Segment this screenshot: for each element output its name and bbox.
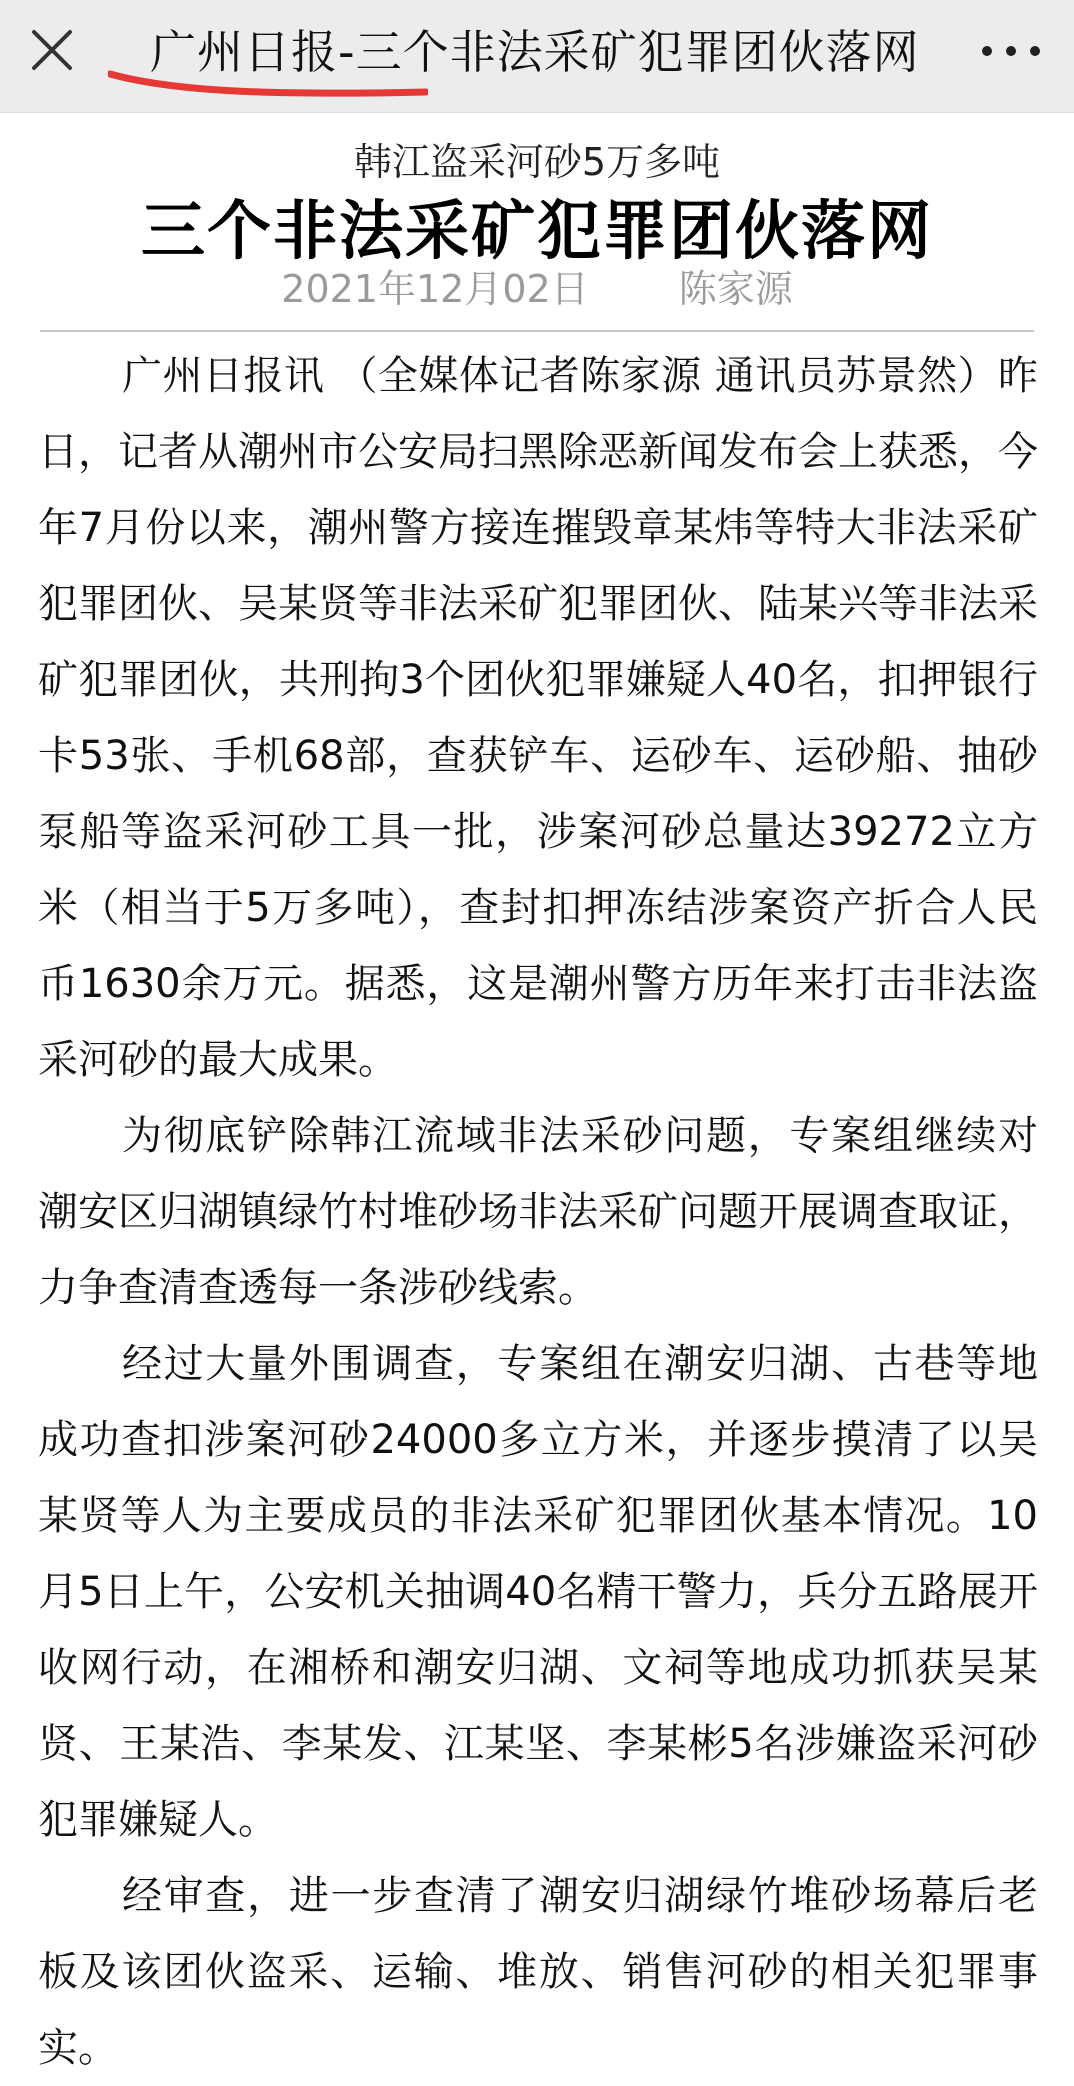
more-button[interactable]	[976, 28, 1046, 72]
article-paragraph: 经过大量外围调查，专案组在潮安归湖、古巷等地成功查扣涉案河砂24000多立方米，并逐步摸清了以吴某贤等人为主要成员的非法采矿犯罪团伙基本情况。10月5日上午，公安机关抽调40名精干警力，兵分五路展开收网行动，在湘桥和潮安归湖、文祠等地成功抓获吴某贤、王某浩、李某发、江某坚、李某彬5名涉嫌盗采河砂犯罪嫌疑人。	[38, 1341, 1038, 1843]
article-body	[38, 338, 1038, 2086]
more-dots-icon	[982, 46, 992, 56]
more-dots-icon	[1006, 46, 1016, 56]
article-subtitle: 韩江盗采河砂5万多吨	[353, 140, 721, 184]
close-button[interactable]	[24, 22, 80, 78]
article-paragraph: 为彻底铲除韩江流域非法采砂问题，专案组继续对潮安区归湖镇绿竹村堆砂场非法采矿问题开展调查取证，力争查清查透每一条涉砂线索。	[38, 1113, 1038, 1311]
article-meta	[0, 264, 1074, 314]
close-icon	[24, 22, 80, 78]
publish-date: 2021年12月02日	[281, 267, 589, 311]
window-title: 广州日报-三个非法采矿犯罪团伙落网	[150, 25, 920, 79]
article-paragraph: 经审查，进一步查清了潮安归湖绿竹堆砂场幕后老板及该团伙盗采、运输、堆放、销售河砂的相关犯罪事实。	[38, 1873, 1038, 2071]
top-bar	[0, 0, 1074, 113]
article-headline: 三个非法采矿犯罪团伙落网	[141, 195, 933, 269]
more-dots-icon	[1030, 46, 1040, 56]
author-name: 陈家源	[678, 267, 793, 311]
article-paragraph: 广州日报讯 （全媒体记者陈家源 通讯员苏景然）昨日，记者从潮州市公安局扫黑除恶新闻发布会上获悉，今年7月份以来，潮州警方接连摧毁章某炜等特大非法采矿犯罪团伙、吴某贤等非法采矿犯罪团伙、陆某兴等非法采矿犯罪团伙，共刑拘3个团伙犯罪嫌疑人40名，扣押银行卡53张、手机68部，查获铲车、运砂车、运砂船、抽砂泵船等盗采河砂工具一批，涉案河砂总量达39272立方米（相当于5万多吨），查封扣押冻结涉案资产折合人民币1630余万元。据悉，这是潮州警方历年来打击非法盗采河砂的最大成果。	[38, 353, 1038, 1083]
divider	[40, 330, 1034, 332]
